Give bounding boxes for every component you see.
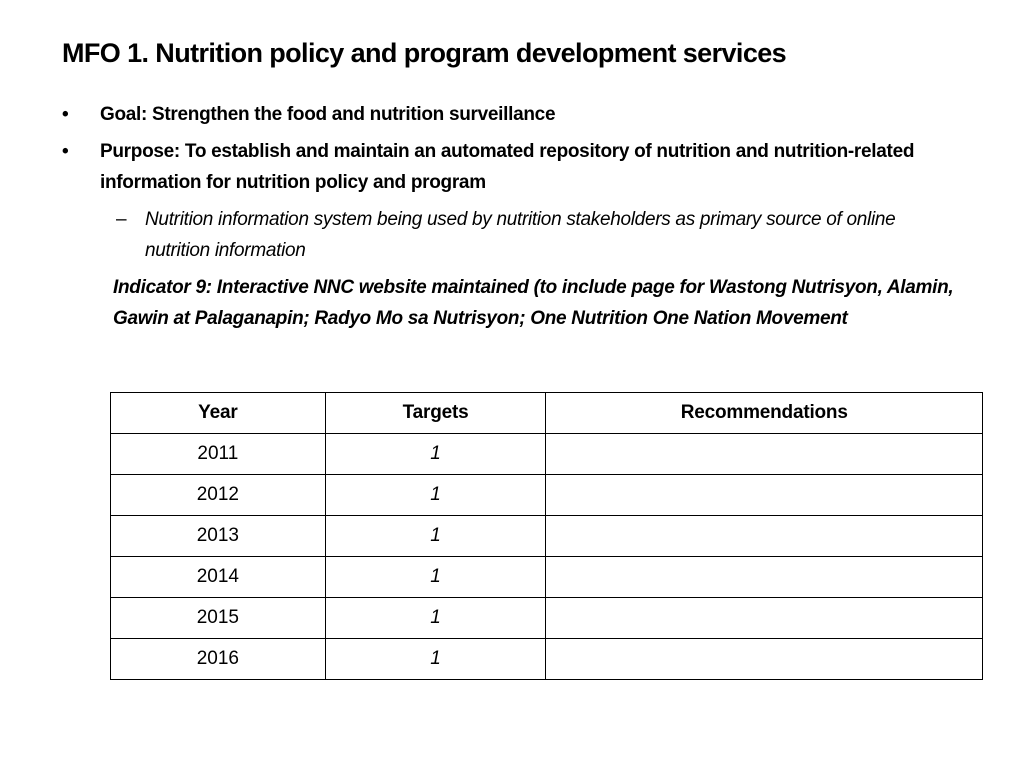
recommendation-cell <box>546 434 983 475</box>
year-cell: 2013 <box>111 516 326 557</box>
target-cell: 1 <box>325 434 546 475</box>
year-cell: 2016 <box>111 639 326 680</box>
table-row <box>111 475 983 516</box>
target-cell: 1 <box>325 598 546 639</box>
slide-title: MFO 1. Nutrition policy and program development services <box>62 38 787 68</box>
sub-bullet <box>116 204 956 266</box>
year-cell: 2014 <box>111 557 326 598</box>
table-row <box>111 598 983 639</box>
recommendation-cell <box>546 475 983 516</box>
bullet-marker: • <box>62 104 69 125</box>
bullet-purpose <box>62 136 942 198</box>
dash-marker: – <box>116 209 127 230</box>
year-cell: 2015 <box>111 598 326 639</box>
recommendation-cell <box>546 598 983 639</box>
year-cell: 2011 <box>111 434 326 475</box>
table-row <box>111 516 983 557</box>
table-row <box>111 434 983 475</box>
column-header-year: Year <box>111 393 326 434</box>
targets-table <box>110 392 983 680</box>
sub-bullet-text: Nutrition information system being used by nutrition stakeholders as primary source of online nutrition information <box>145 209 896 261</box>
recommendation-cell <box>546 639 983 680</box>
table-row <box>111 557 983 598</box>
bullet-purpose-text: Purpose: To establish and maintain an automated repository of nutrition and nutrition-related information for nutrition policy and program <box>100 141 915 193</box>
target-cell: 1 <box>325 475 546 516</box>
recommendation-cell <box>546 516 983 557</box>
table-row <box>111 639 983 680</box>
bullet-marker: • <box>62 141 69 162</box>
recommendation-cell <box>546 557 983 598</box>
target-cell: 1 <box>325 516 546 557</box>
indicator-text: Indicator 9: Interactive NNC website maintained (to include page for Wastong Nutrisyon, Alamin, Gawin at Palaganapin; Radyo Mo sa Nutrisyon; One Nutrition One Nation Movement <box>113 277 954 329</box>
table-header-row <box>111 393 983 434</box>
bullet-goal-text: Goal: Strengthen the food and nutrition surveillance <box>100 104 556 125</box>
target-cell: 1 <box>325 639 546 680</box>
target-cell: 1 <box>325 557 546 598</box>
year-cell: 2012 <box>111 475 326 516</box>
column-header-recommendations: Recommendations <box>546 393 983 434</box>
bullet-goal <box>62 99 942 130</box>
column-header-targets: Targets <box>325 393 546 434</box>
